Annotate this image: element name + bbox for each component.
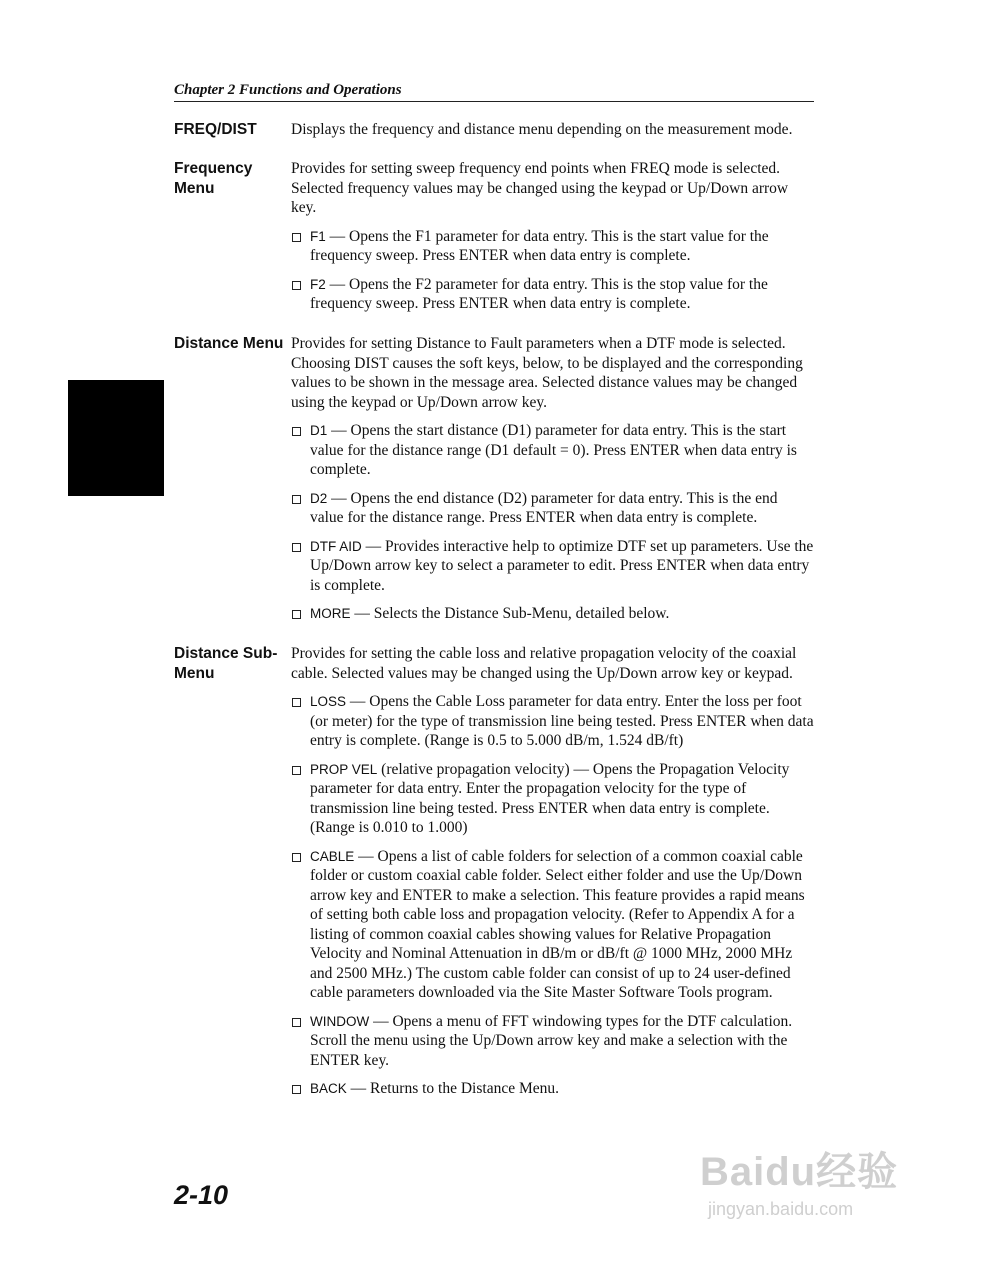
- soft-key-label: LOSS: [310, 694, 347, 709]
- section-distance-sub-menu: [174, 644, 814, 1099]
- soft-key-label: PROP VEL: [310, 761, 378, 777]
- soft-key-label: F1: [310, 228, 326, 244]
- watermark: [700, 1148, 940, 1248]
- item-text: — Opens a menu of FFT windowing types for the DTF calculation. Scroll the menu using the Up/Down arrow key and make a selection with the ENTER key.: [310, 1012, 793, 1069]
- item-text: — Opens the start distance (D1) parameter for data entry. This is the start value for the distance range (D1 default = 0). Press ENTER when data entry is complete.: [310, 422, 797, 478]
- soft-key-label: BACK: [310, 1081, 347, 1096]
- term-label: Distance Menu: [174, 335, 284, 352]
- soft-key-label: MORE: [310, 606, 351, 621]
- checkbox-bullet-icon: [292, 1018, 301, 1027]
- list-item: [291, 692, 814, 751]
- section-description: Provides for setting Distance to Fault parameters when a DTF mode is selected. Choosing DIST causes the soft keys, below, to be displayed and the corresponding values to be shown in the message area. Selected distance values may be changed using the keypad or Up/Down arrow key.: [291, 335, 803, 411]
- checkbox-bullet-icon: [292, 853, 301, 862]
- checkbox-bullet-icon: [292, 281, 301, 290]
- soft-key-label: F2: [310, 276, 326, 292]
- item-text: — Opens a list of cable folders for selection of a common coaxial cable folder or custom coaxial cable folder. Select either folder and use the Up/Down arrow key and ENTER to make a selection. This feature provides a rapid means of setting both cable loss and propagation velocity. (Refer to Appendix A for a listing of common coaxial cables showing values for Relative Propagation Velocity and Nominal Attenuation in dB/m or dB/ft @ 1000 MHz, 2000 MHz and 2500 MHz.) The custom cable folder can consist of up to 24 user-defined cable parameters downloaded via the Site Master Software Tools program.: [310, 847, 805, 1001]
- checkbox-bullet-icon: [292, 427, 301, 436]
- soft-key-label: WINDOW: [310, 1013, 370, 1029]
- item-text: — Opens the end distance (D2) parameter for data entry. This is the end value for the distance range. Press ENTER when data entry is complete.: [310, 489, 778, 526]
- item-text: — Selects the Distance Sub-Menu, detailed below.: [354, 605, 670, 622]
- checkbox-bullet-icon: [292, 543, 301, 552]
- section-description: Provides for setting sweep frequency end points when FREQ mode is selected. Selected frequency values may be changed using the keypad or Up/Down arrow key.: [291, 160, 789, 216]
- checkbox-bullet-icon: [292, 610, 301, 619]
- term-label: FREQ/DIST: [174, 121, 257, 138]
- list-item: [291, 847, 814, 1003]
- list-item: [291, 421, 814, 480]
- term-label: Distance Sub-Menu: [174, 645, 278, 682]
- chapter-header: Chapter 2 Functions and Operations: [174, 82, 814, 102]
- section-description: Displays the frequency and distance menu depending on the measurement mode.: [291, 121, 793, 138]
- item-text: — Opens the Cable Loss parameter for data entry. Enter the loss per foot (or meter) for the type of transmission line being tested. Press ENTER when data entry is complete. (Range is 0.5 to 5.000 dB/m, 1.524 dB/ft): [310, 693, 814, 749]
- watermark-url: jingyan.baidu.com: [708, 1199, 854, 1219]
- item-text: (relative propagation velocity) — Opens the Propagation Velocity parameter for data entry. Enter the propagation velocity for the type of transmission line being tested. Press ENTER when data entry is complete. (Range is 0.010 to 1.000): [310, 760, 790, 836]
- soft-key-label: D1: [310, 423, 328, 438]
- section-description: Provides for setting the cable loss and relative propagation velocity of the coaxial cable. Selected values may be changed using the Up/Down arrow key or keypad.: [291, 645, 797, 682]
- list-item: [291, 275, 814, 314]
- item-text: — Opens the F1 parameter for data entry. This is the start value for the frequency sweep. Press ENTER when data entry is complete.: [310, 227, 769, 264]
- checkbox-bullet-icon: [292, 766, 301, 775]
- page-number: 2-10: [174, 1180, 229, 1210]
- soft-key-label: CABLE: [310, 848, 355, 864]
- list-item: [291, 537, 814, 596]
- checkbox-bullet-icon: [292, 495, 301, 504]
- section-distance-menu: [174, 334, 814, 624]
- list-item: [291, 227, 814, 266]
- list-item: [291, 760, 814, 838]
- checkbox-bullet-icon: [292, 233, 301, 242]
- watermark-logo: Baidu经验: [700, 1150, 899, 1194]
- item-text: — Returns to the Distance Menu.: [350, 1080, 559, 1097]
- term-label: Frequency Menu: [174, 160, 253, 197]
- section-freq-dist: [174, 120, 814, 140]
- section-frequency-menu: [174, 159, 814, 314]
- soft-key-label: D2: [310, 490, 328, 506]
- list-item: [291, 489, 814, 528]
- checkbox-bullet-icon: [292, 698, 301, 707]
- item-text: — Provides interactive help to optimize DTF set up parameters. Use the Up/Down arrow key to select a parameter to edit. Press ENTER when data entry is complete.: [310, 537, 814, 594]
- list-item: [291, 1012, 814, 1071]
- soft-key-label: DTF AID: [310, 538, 362, 554]
- list-item: [291, 604, 814, 624]
- chapter-thumb-tab: [68, 380, 164, 496]
- checkbox-bullet-icon: [292, 1085, 301, 1094]
- item-text: — Opens the F2 parameter for data entry. This is the stop value for the frequency sweep. Press ENTER when data entry is complete.: [310, 275, 768, 312]
- list-item: [291, 1079, 814, 1099]
